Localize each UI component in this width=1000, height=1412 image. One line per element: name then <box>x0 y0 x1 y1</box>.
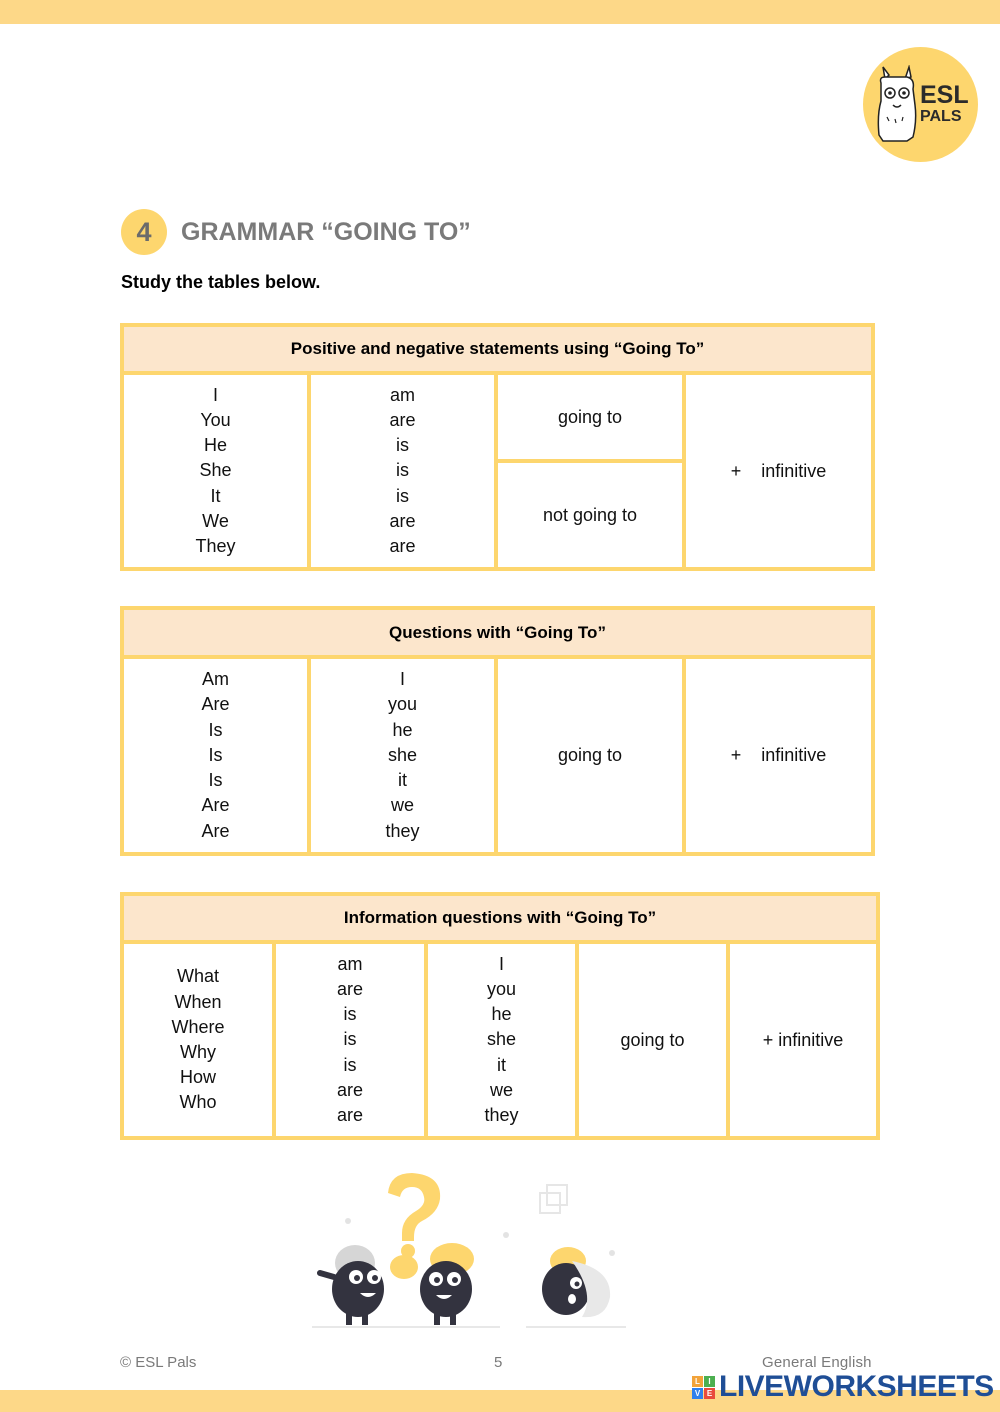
infinitive-cell <box>686 375 871 567</box>
infinitive-cell <box>686 659 871 852</box>
list-item: they <box>484 1105 519 1125</box>
question-word-column <box>124 944 276 1136</box>
list-item: It <box>210 485 221 506</box>
list-item: What <box>176 966 219 987</box>
questions-table <box>120 606 875 856</box>
table-header: Questions with “Going To” <box>124 610 871 659</box>
llama-icon <box>873 65 923 145</box>
list-item: are <box>336 978 363 999</box>
icon-letter: V <box>692 1388 703 1399</box>
list-item: you <box>486 978 517 999</box>
list-item: We <box>202 510 229 531</box>
verb-list <box>311 383 494 559</box>
subject-column <box>124 375 311 567</box>
list-item: Where <box>171 1016 225 1037</box>
character-left <box>320 1245 384 1325</box>
verb-list <box>276 952 424 1128</box>
list-item: Is <box>208 744 223 765</box>
list-item: Are <box>201 820 230 841</box>
list-item: When <box>174 991 222 1012</box>
list-item: we <box>390 795 414 816</box>
instruction-text: Study the tables below. <box>121 272 321 292</box>
list-item: is <box>396 460 409 481</box>
list-item: Is <box>208 719 223 740</box>
list-item: am <box>389 384 415 405</box>
list-item: it <box>497 1054 506 1075</box>
subject-list <box>428 952 575 1128</box>
verb-column <box>124 659 311 852</box>
verb-column <box>311 375 498 567</box>
logo-wordmark <box>920 83 969 125</box>
list-item: How <box>179 1067 216 1088</box>
question-mark-icon <box>388 1173 440 1258</box>
going-to-cell: going to <box>579 944 730 1136</box>
list-item: are <box>389 409 416 430</box>
infinitive-label: infinitive <box>761 460 827 481</box>
character-right <box>542 1247 610 1317</box>
subject-column <box>311 659 498 852</box>
table-header: Information questions with “Going To” <box>124 896 876 944</box>
list-item: is <box>343 1004 357 1025</box>
list-item: You <box>200 409 231 430</box>
positive-cell: going to <box>498 375 686 463</box>
list-item: Are <box>201 795 230 816</box>
verb-list <box>124 667 307 843</box>
list-item: is <box>343 1054 357 1075</box>
top-accent-bar <box>0 0 1000 24</box>
footer-page-number: 5 <box>494 1354 503 1371</box>
section-number-badge: 4 <box>121 209 167 255</box>
verb-column <box>276 944 428 1136</box>
list-item: we <box>489 1079 513 1100</box>
list-item: Are <box>201 694 230 715</box>
list-item: He <box>203 435 227 456</box>
section-title: GRAMMAR “GOING TO” <box>181 218 471 246</box>
list-item: are <box>336 1105 363 1125</box>
positive-negative-table <box>120 323 875 571</box>
list-item: Who <box>179 1092 217 1113</box>
liveworksheets-watermark <box>692 1372 994 1402</box>
plus-sign: + <box>730 745 742 765</box>
footer-copyright: © ESL Pals <box>120 1354 197 1371</box>
subject-list <box>124 383 307 559</box>
character-middle <box>420 1243 474 1325</box>
list-item: I <box>212 384 218 405</box>
list-item: Am <box>202 669 229 690</box>
list-item: am <box>337 953 363 974</box>
list-item: are <box>336 1079 363 1100</box>
list-item: She <box>199 460 232 481</box>
logo-line-1: ESL <box>920 81 969 109</box>
infinitive-label: infinitive <box>761 745 827 765</box>
subject-column <box>428 944 579 1136</box>
list-item: he <box>392 719 413 740</box>
list-item: is <box>396 485 409 506</box>
list-item: he <box>491 1004 512 1025</box>
icon-letter: E <box>704 1388 715 1399</box>
list-item: is <box>343 1029 357 1050</box>
list-item: Why <box>180 1042 216 1062</box>
list-item: I <box>498 953 504 974</box>
liveworksheets-icon <box>692 1376 715 1399</box>
list-item: are <box>389 510 416 531</box>
list-item: Is <box>208 770 223 791</box>
list-item: is <box>396 435 409 456</box>
table-header: Positive and negative statements using “Going To” <box>124 327 871 375</box>
list-item: I <box>399 669 405 690</box>
icon-letter: I <box>704 1376 715 1387</box>
information-questions-table <box>120 892 880 1140</box>
esl-pals-logo <box>863 47 978 162</box>
icon-letter: L <box>692 1376 703 1387</box>
liveworksheets-text: LIVEWORKSHEETS <box>719 1370 994 1403</box>
infinitive-cell: + infinitive <box>730 944 876 1136</box>
going-to-cell: going to <box>498 659 686 852</box>
list-item: she <box>486 1029 517 1050</box>
plus-sign: + <box>730 460 742 481</box>
list-item: you <box>387 694 418 715</box>
negative-cell: not going to <box>498 463 686 567</box>
question-word-list <box>124 964 272 1115</box>
list-item: they <box>385 820 420 841</box>
list-item: are <box>389 536 416 556</box>
question-characters-illustration <box>300 1165 640 1335</box>
logo-line-2: PALS <box>920 108 962 125</box>
list-item: They <box>195 536 236 556</box>
subject-list <box>311 667 494 843</box>
list-item: she <box>387 744 418 765</box>
list-item: it <box>398 770 407 791</box>
footer-course: General English <box>762 1354 872 1371</box>
